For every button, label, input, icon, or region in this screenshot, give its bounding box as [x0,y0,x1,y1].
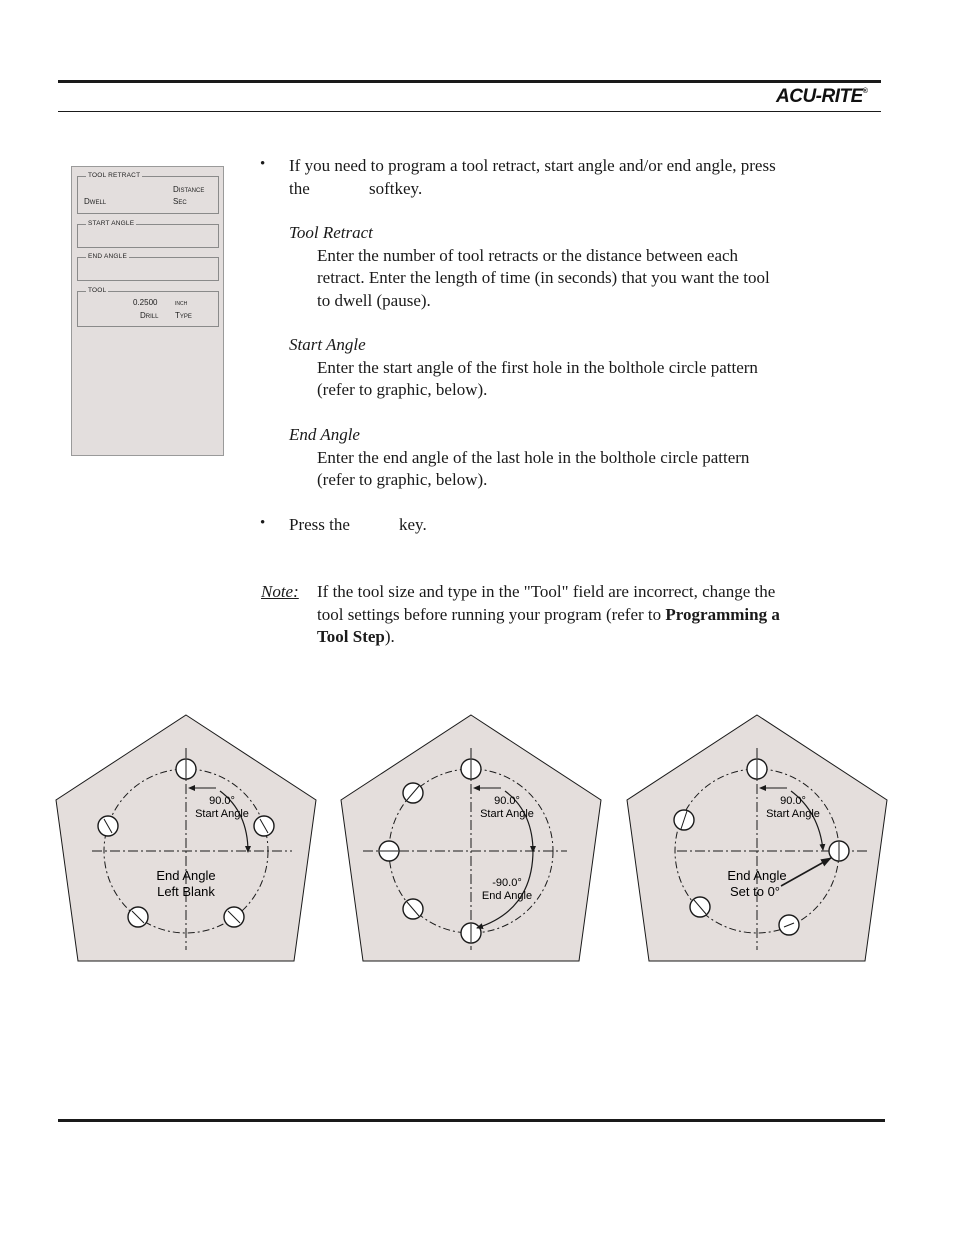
note-text-2: tool settings before running your program (refer to Programming a [317,605,780,624]
tool-field[interactable] [77,287,219,327]
end-angle-note: Set to 0° [729,884,781,899]
diagram-end-angle-blank [56,715,316,961]
start-angle-label: START ANGLE [88,220,135,227]
distance-option: Distance [173,185,205,194]
tool-unit: inch [175,300,188,307]
tool-label: TOOL [88,287,107,294]
end-angle-note: Left Blank [157,884,215,899]
tool-retract-label: TOOL RETRACT [88,172,141,179]
end-angle-text-1: Enter the end angle of the last hole in the bolthole circle pattern [317,448,750,467]
start-angle-heading: Start Angle [289,335,366,354]
bullet1-the: the [289,179,310,198]
bullet-marker: • [260,156,266,172]
tool-retract-heading: Tool Retract [289,223,373,242]
bullet1-softkey: softkey. [369,179,423,198]
note-label: Note: [261,582,299,601]
bullet-marker: • [260,515,266,531]
start-angle-text-2: (refer to graphic, below). [317,380,488,399]
bullet2-key: key. [399,515,427,534]
start-angle-text-1: Enter the start angle of the first hole in the bolthole circle pattern [317,358,758,377]
start-angle-caption: Start Angle [480,808,534,820]
tool-retract-field[interactable] [77,172,219,214]
acu-rite-logo: ACU-RITE® [776,86,868,107]
start-angle-field[interactable] [77,220,219,248]
end-angle-text-2: (refer to graphic, below). [317,470,488,489]
note-text-3: Tool Step). [317,627,395,646]
tool-kind: Drill [140,311,159,320]
dwell-label: Dwell [84,197,107,206]
footer-rule [58,1119,885,1122]
header-rule [58,80,881,83]
tool-size-value: 0.2500 [133,298,158,307]
note-text-1: If the tool size and type in the "Tool" field are incorrect, change the [317,582,776,601]
start-angle-caption: Start Angle [195,808,249,820]
bolthole-diagrams [0,700,954,1020]
diagram-end-angle-minus-90 [341,715,601,961]
sec-option: Sec [173,197,187,206]
end-angle-caption: End Angle [481,890,533,902]
end-angle-label: END ANGLE [88,253,128,260]
tool-type: Type [175,311,192,320]
end-angle-caption: End Angle [727,868,787,883]
diagram-end-angle-zero [627,715,887,961]
tool-retract-text-1: Enter the number of tool retracts or the distance between each [317,246,739,265]
start-angle-value: 90.0° [780,795,806,807]
start-angle-value: 90.0° [209,795,235,807]
end-angle-field[interactable] [77,253,219,281]
start-angle-value: 90.0° [494,795,520,807]
bolthole-form-panel [71,166,224,456]
tool-retract-text-2: retract. Enter the length of time (in seconds) that you want the tool [317,268,770,287]
tool-retract-text-3: to dwell (pause). [317,291,431,310]
end-angle-heading: End Angle [289,425,360,444]
start-angle-caption: Start Angle [766,808,820,820]
header-underline [58,111,881,112]
end-angle-caption: End Angle [156,868,216,883]
bullet1-line1: If you need to program a tool retract, start angle and/or end angle, press [289,156,776,175]
end-angle-value: -90.0° [492,877,522,889]
bullet2-press: Press the [289,515,350,534]
